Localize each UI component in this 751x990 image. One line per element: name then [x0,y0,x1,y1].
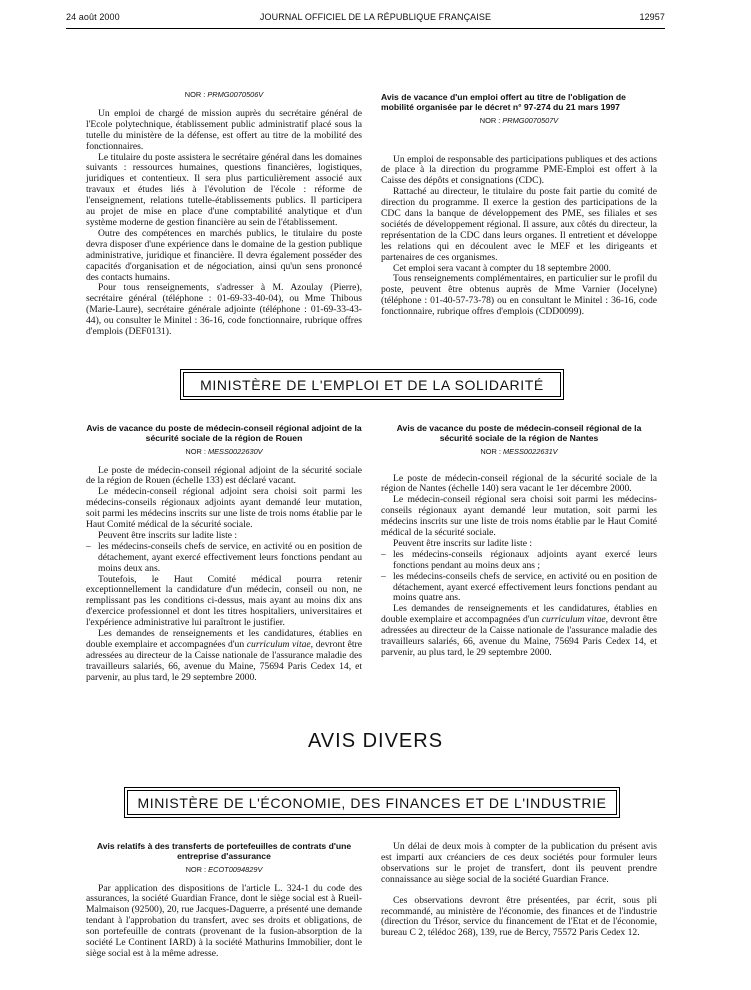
list-item: – les médecins-conseils chefs de service, en activité ou en position de détachement, ayant exercé effectivement leurs fonctions pendant au moins deux ans. [86,542,362,575]
header-page-number: 12957 [639,12,665,22]
notice-title: Avis relatifs à des transferts de portefeuilles de contrats d'une entreprise d'assurance [96,841,352,861]
ministry-name: MINISTÈRE DE L'ÉCONOMIE, DES FINANCES ET DE L'INDUSTRIE [137,794,607,811]
ministry-banner [180,369,564,400]
paragraph: Le poste de médecin-conseil régional de la sécurité sociale de la région de Nantes (échelle 140) sera vacant le 1er décembre 2000. [381,472,657,495]
eligibility-list [86,542,362,575]
paragraph: Peuvent être inscrits sur ladite liste : [393,537,533,549]
ministry-banner-inner [183,372,561,397]
nor-reference: NOR : MESS0022631V [480,446,558,456]
eligibility-list [381,550,657,605]
mid-right-notice [381,424,657,659]
paragraph: Tous renseignements complémentaires, en particulier sur le profil du poste, peuvent être obtenus auprès de Mme Varnier (Jocelyne) (téléphone : 01-40-57-73-78) ou en consultant le Minitel : 36-16, code fonctionnaire, rubrique offres d'emplois (CDD0099). [381,273,657,318]
nor-reference: NOR : PRMG0070506V [184,90,264,99]
bottom-right-notice [381,842,657,939]
paragraph: Pour tous renseignements, s'adresser à M. Azoulay (Pierre), secrétaire général (téléphone : 01-69-33-40-04), ou Mme Thibous (Marie-Laure), secrétaire générale adjointe (téléphone : 01-69-33-43-44), ou consulter le Minitel : 36-16, code fonctionnaire, rubrique offres d'emplois (DEF0131). [86,282,362,338]
paragraph: Par application des dispositions de l'article L. 324-1 du code des assurances, la société Guardian France, dont le siège social est à Rueil-Malmaison (92500), 20, rue Jacques-Daguerre, a présenté une demande tendant à l'approbation du transfert, avec ses droits et obligations, de son portefeuille de contrats (provenant de la fusion-absorption de la société Le Continent IARD) à la société Mathurins Immobilier, dont le siège social est à la même adresse. [86,882,362,959]
mid-left-notice [86,424,362,684]
header-rule [66,28,665,29]
list-item: – les médecins-conseils régionaux adjoints ayant exercé leurs fonctions pendant au moins deux ans ; [381,550,657,572]
paragraph: Le titulaire du poste assistera le secrétaire général dans les domaines suivants : ressources humaines, questions financières, logistiques, juridiques et contentieux. Il sera plus particulièrement associé aux travaux et études liés à l'évolution de l'école : réforme de l'enseignement, relations tutelle-établissements publics. Il participera au projet de mise en place d'une comptabilité analytique et d'un système moderne de gestion financière au sein de l'établissement. [86,151,362,228]
top-left-notice [86,88,362,338]
paragraph: Outre des compétences en marchés publics, le titulaire du poste devra disposer d'une expérience dans le domaine de la gestion publique administrative, juridique et financière. Il devra également posséder des capacités d'organisation et de négociation, ainsi qu'un sens prononcé des contacts humains. [86,227,362,283]
paragraph: Un emploi de responsable des participations publiques et des actions de place à la direction du programme PME-Emploi est offert à la Caisse des dépôts et consignations (CDC). [381,153,657,187]
notice-title: Avis de vacance du poste de médecin-conseil régional de la sécurité sociale de la région de Nantes [396,423,642,443]
bottom-left-notice [86,842,362,960]
paragraph: Le médecin-conseil régional sera choisi soit parmi les médecins-conseils régionaux ayant demandé leur mutation, soit parmi les médecins inscrits sur une liste de trois noms établie par le Haut Comité médical de la sécurité sociale. [381,494,657,539]
paragraph: Les demandes de renseignements et les candidatures, établies en double exemplaire et accompagnées d'un curriculum vitae, devront être adressées au directeur de la Caisse nationale de l'assurance maladie des travailleurs salariés, 66, avenue du Maine, 75694 Paris Cedex 14, et parvenir, au plus tard, le 29 septembre 2000. [381,603,657,658]
notice-title: Avis de vacance d'un emploi offert au titre de l'obligation de mobilité organisée par le décret n° 97-274 du 21 mars 1997 [381,92,626,112]
paragraph: Toutefois, le Haut Comité médical pourra retenir exceptionnellement la candidature d'un médecin, conseil ou non, ne remplissant pas les conditions ci-dessus, mais ayant au moins dix ans d'exercice professionnel et dont les titres hospitaliers, universitaires et l'expérience administrative lui paraîtront le justifier. [86,573,362,629]
list-item: – les médecins-conseils chefs de service, en activité ou en position de détachement, ayant exercé effectivement leurs fonctions pendant au moins quatre ans. [381,572,657,605]
paragraph: Le médecin-conseil régional adjoint sera choisi soit parmi les médecins-conseils régionaux adjoints ayant demandé leur mutation, soit parmi les médecins inscrits sur une liste de trois noms établie par le Haut Comité médical de la sécurité sociale. [86,486,362,531]
paragraph: Un emploi de chargé de mission auprès du secrétaire général de l'Ecole polytechnique, établissement public administratif placé sous la tutelle du ministère de la défense, est offert au titre de la mobilité des fonctionnaires. [86,107,362,152]
nor-reference: NOR : MESS0022630V [185,446,263,456]
paragraph: Le poste de médecin-conseil régional adjoint de la sécurité sociale de la région de Rouen (échelle 133) est déclaré vacant. [86,464,362,487]
ministry-banner [124,787,620,818]
paragraph: Les demandes de renseignements et les candidatures, établies en double exemplaire et accompagnées d'un curriculum vitae, devront être adressées au directeur de la Caisse nationale de l'assurance maladie des travailleurs salariés, 66, avenue du Maine, 75694 Paris Cedex 14, et parvenir, au plus tard, le 29 septembre 2000. [86,628,362,683]
nor-reference: NOR : PRMG0070507V [479,115,559,125]
header-date: 24 août 2000 [66,12,120,22]
section-heading: AVIS DIVERS [307,730,444,752]
header-journal-title: JOURNAL OFFICIEL DE LA RÉPUBLIQUE FRANÇAISE [259,12,492,22]
notice-title: Avis de vacance du poste de médecin-conseil régional adjoint de la sécurité sociale de la région de Rouen [86,423,362,443]
paragraph: Peuvent être inscrits sur ladite liste : [98,529,238,541]
top-right-notice [381,93,657,318]
ministry-banner-inner [127,790,617,815]
nor-reference: NOR : ECOT0094829V [185,864,263,874]
ministry-name: MINISTÈRE DE L'EMPLOI ET DE LA SOLIDARITÉ [200,376,544,393]
paragraph: Un délai de deux mois à compter de la publication du présent avis est imparti aux créanciers de ces deux sociétés pour formuler leurs observations sur le projet de transfert, dont ils peuvent prendre connaissance au siège social de la société Guardian France. [381,841,657,885]
paragraph: Cet emploi sera vacant à compter du 18 septembre 2000. [393,262,611,274]
paragraph: Rattaché au directeur, le titulaire du poste fait partie du comité de direction du programme. Il exerce la gestion des participations de la CDC dans la banque de développement des PME, ses filiales et ses sociétés de développement régional. Il assure, aux côtés du directeur, la représentation de la CDC dans leurs organes. Il entretient et développe les relations qui en découlent avec le MEF et les dirigeants et partenaires de ces organismes. [381,186,657,263]
paragraph: Ces observations devront être présentées, par écrit, sous pli recommandé, au ministère de l'économie, des finances et de l'industrie (direction du Trésor, service du financement de l'Etat et de l'économie, bureau C 2, télédoc 268), 139, rue de Bercy, 75572 Paris Cedex 12. [381,894,657,939]
